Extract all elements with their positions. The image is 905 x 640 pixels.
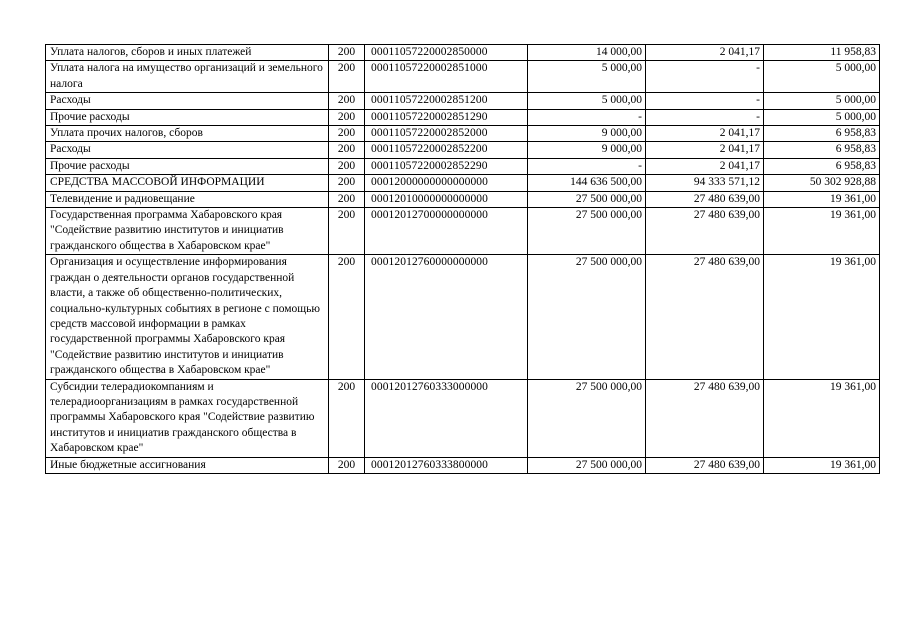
approved-amount-cell: 9 000,00 — [528, 126, 646, 142]
approved-amount-cell: 5 000,00 — [528, 61, 646, 93]
executed-amount-cell: 27 480 639,00 — [646, 457, 764, 473]
remaining-amount-cell: 6 958,83 — [764, 126, 880, 142]
remaining-amount-cell: 5 000,00 — [764, 109, 880, 125]
expenditure-name-cell: Уплата прочих налогов, сборов — [46, 126, 329, 142]
budget-classification-code-cell: 00012010000000000000 — [365, 191, 528, 207]
executed-amount-cell: 94 333 571,12 — [646, 175, 764, 191]
line-code-cell: 200 — [329, 255, 365, 379]
executed-amount-cell: 27 480 639,00 — [646, 191, 764, 207]
executed-amount-cell: 2 041,17 — [646, 158, 764, 174]
approved-amount-cell: 27 500 000,00 — [528, 191, 646, 207]
expenditure-name-cell: Организация и осуществление информирования граждан о деятельности органов государственной власти, а также об общественно-политических, социально-культурных событиях в регионе с помощью средств массовой информации в рамках государственной программы Хабаровского края "Содействие развитию институтов и инициатив гражданского общества в Хабаровском крае" — [46, 255, 329, 379]
table-row — [46, 457, 880, 473]
line-code-cell: 200 — [329, 158, 365, 174]
remaining-amount-cell: 11 958,83 — [764, 45, 880, 61]
expenditure-name-cell: Иные бюджетные ассигнования — [46, 457, 329, 473]
executed-amount-cell: 2 041,17 — [646, 142, 764, 158]
budget-classification-code-cell: 00011057220002851200 — [365, 93, 528, 109]
line-code-cell: 200 — [329, 191, 365, 207]
remaining-amount-cell: 19 361,00 — [764, 379, 880, 457]
executed-amount-cell: 2 041,17 — [646, 45, 764, 61]
expenditure-name-cell: Прочие расходы — [46, 158, 329, 174]
expenditure-name-cell: Субсидии телерадиокомпаниям и телерадиоорганизациям в рамках государственной программы Хабаровского края "Содействие развитию институтов и инициатив гражданского общества в Хабаровском крае" — [46, 379, 329, 457]
line-code-cell: 200 — [329, 142, 365, 158]
expenditure-name-cell: Телевидение и радиовещание — [46, 191, 329, 207]
expenditure-name-cell: Прочие расходы — [46, 109, 329, 125]
budget-classification-code-cell: 00011057220002850000 — [365, 45, 528, 61]
remaining-amount-cell: 19 361,00 — [764, 255, 880, 379]
table-row — [46, 255, 880, 379]
budget-expenditure-table — [45, 44, 880, 474]
executed-amount-cell: 2 041,17 — [646, 126, 764, 142]
approved-amount-cell: 27 500 000,00 — [528, 208, 646, 255]
remaining-amount-cell: 6 958,83 — [764, 142, 880, 158]
line-code-cell: 200 — [329, 109, 365, 125]
remaining-amount-cell: 19 361,00 — [764, 191, 880, 207]
budget-classification-code-cell: 00011057220002852200 — [365, 142, 528, 158]
line-code-cell: 200 — [329, 126, 365, 142]
line-code-cell: 200 — [329, 379, 365, 457]
approved-amount-cell: - — [528, 158, 646, 174]
line-code-cell: 200 — [329, 93, 365, 109]
executed-amount-cell: - — [646, 109, 764, 125]
executed-amount-cell: 27 480 639,00 — [646, 379, 764, 457]
table-body — [46, 45, 880, 474]
approved-amount-cell: 27 500 000,00 — [528, 255, 646, 379]
table-row — [46, 191, 880, 207]
budget-classification-code-cell: 00012012760000000000 — [365, 255, 528, 379]
budget-classification-code-cell: 00011057220002851290 — [365, 109, 528, 125]
budget-classification-code-cell: 00012012760333800000 — [365, 457, 528, 473]
budget-classification-code-cell: 00011057220002851000 — [365, 61, 528, 93]
table-row — [46, 142, 880, 158]
executed-amount-cell: 27 480 639,00 — [646, 255, 764, 379]
executed-amount-cell: - — [646, 93, 764, 109]
approved-amount-cell: 27 500 000,00 — [528, 457, 646, 473]
expenditure-name-cell: Государственная программа Хабаровского края "Содействие развитию институтов и инициатив гражданского общества в Хабаровском крае" — [46, 208, 329, 255]
expenditure-name-cell: Уплата налогов, сборов и иных платежей — [46, 45, 329, 61]
budget-classification-code-cell: 00012012700000000000 — [365, 208, 528, 255]
budget-classification-code-cell: 00011057220002852000 — [365, 126, 528, 142]
budget-classification-code-cell: 00012000000000000000 — [365, 175, 528, 191]
expenditure-name-cell: СРЕДСТВА МАССОВОЙ ИНФОРМАЦИИ — [46, 175, 329, 191]
executed-amount-cell: - — [646, 61, 764, 93]
remaining-amount-cell: 5 000,00 — [764, 61, 880, 93]
approved-amount-cell: 27 500 000,00 — [528, 379, 646, 457]
remaining-amount-cell: 6 958,83 — [764, 158, 880, 174]
expenditure-name-cell: Расходы — [46, 142, 329, 158]
expenditure-name-cell: Расходы — [46, 93, 329, 109]
executed-amount-cell: 27 480 639,00 — [646, 208, 764, 255]
table-row — [46, 45, 880, 61]
remaining-amount-cell: 19 361,00 — [764, 457, 880, 473]
line-code-cell: 200 — [329, 208, 365, 255]
table-row — [46, 93, 880, 109]
line-code-cell: 200 — [329, 457, 365, 473]
remaining-amount-cell: 19 361,00 — [764, 208, 880, 255]
table-row — [46, 158, 880, 174]
approved-amount-cell: - — [528, 109, 646, 125]
table-row — [46, 109, 880, 125]
line-code-cell: 200 — [329, 175, 365, 191]
approved-amount-cell: 14 000,00 — [528, 45, 646, 61]
table-row — [46, 208, 880, 255]
table-row — [46, 379, 880, 457]
expenditure-name-cell: Уплата налога на имущество организаций и земельного налога — [46, 61, 329, 93]
table-row — [46, 126, 880, 142]
approved-amount-cell: 144 636 500,00 — [528, 175, 646, 191]
line-code-cell: 200 — [329, 61, 365, 93]
budget-classification-code-cell: 00012012760333000000 — [365, 379, 528, 457]
table-row — [46, 175, 880, 191]
line-code-cell: 200 — [329, 45, 365, 61]
approved-amount-cell: 9 000,00 — [528, 142, 646, 158]
remaining-amount-cell: 50 302 928,88 — [764, 175, 880, 191]
table-row — [46, 61, 880, 93]
budget-classification-code-cell: 00011057220002852290 — [365, 158, 528, 174]
remaining-amount-cell: 5 000,00 — [764, 93, 880, 109]
approved-amount-cell: 5 000,00 — [528, 93, 646, 109]
